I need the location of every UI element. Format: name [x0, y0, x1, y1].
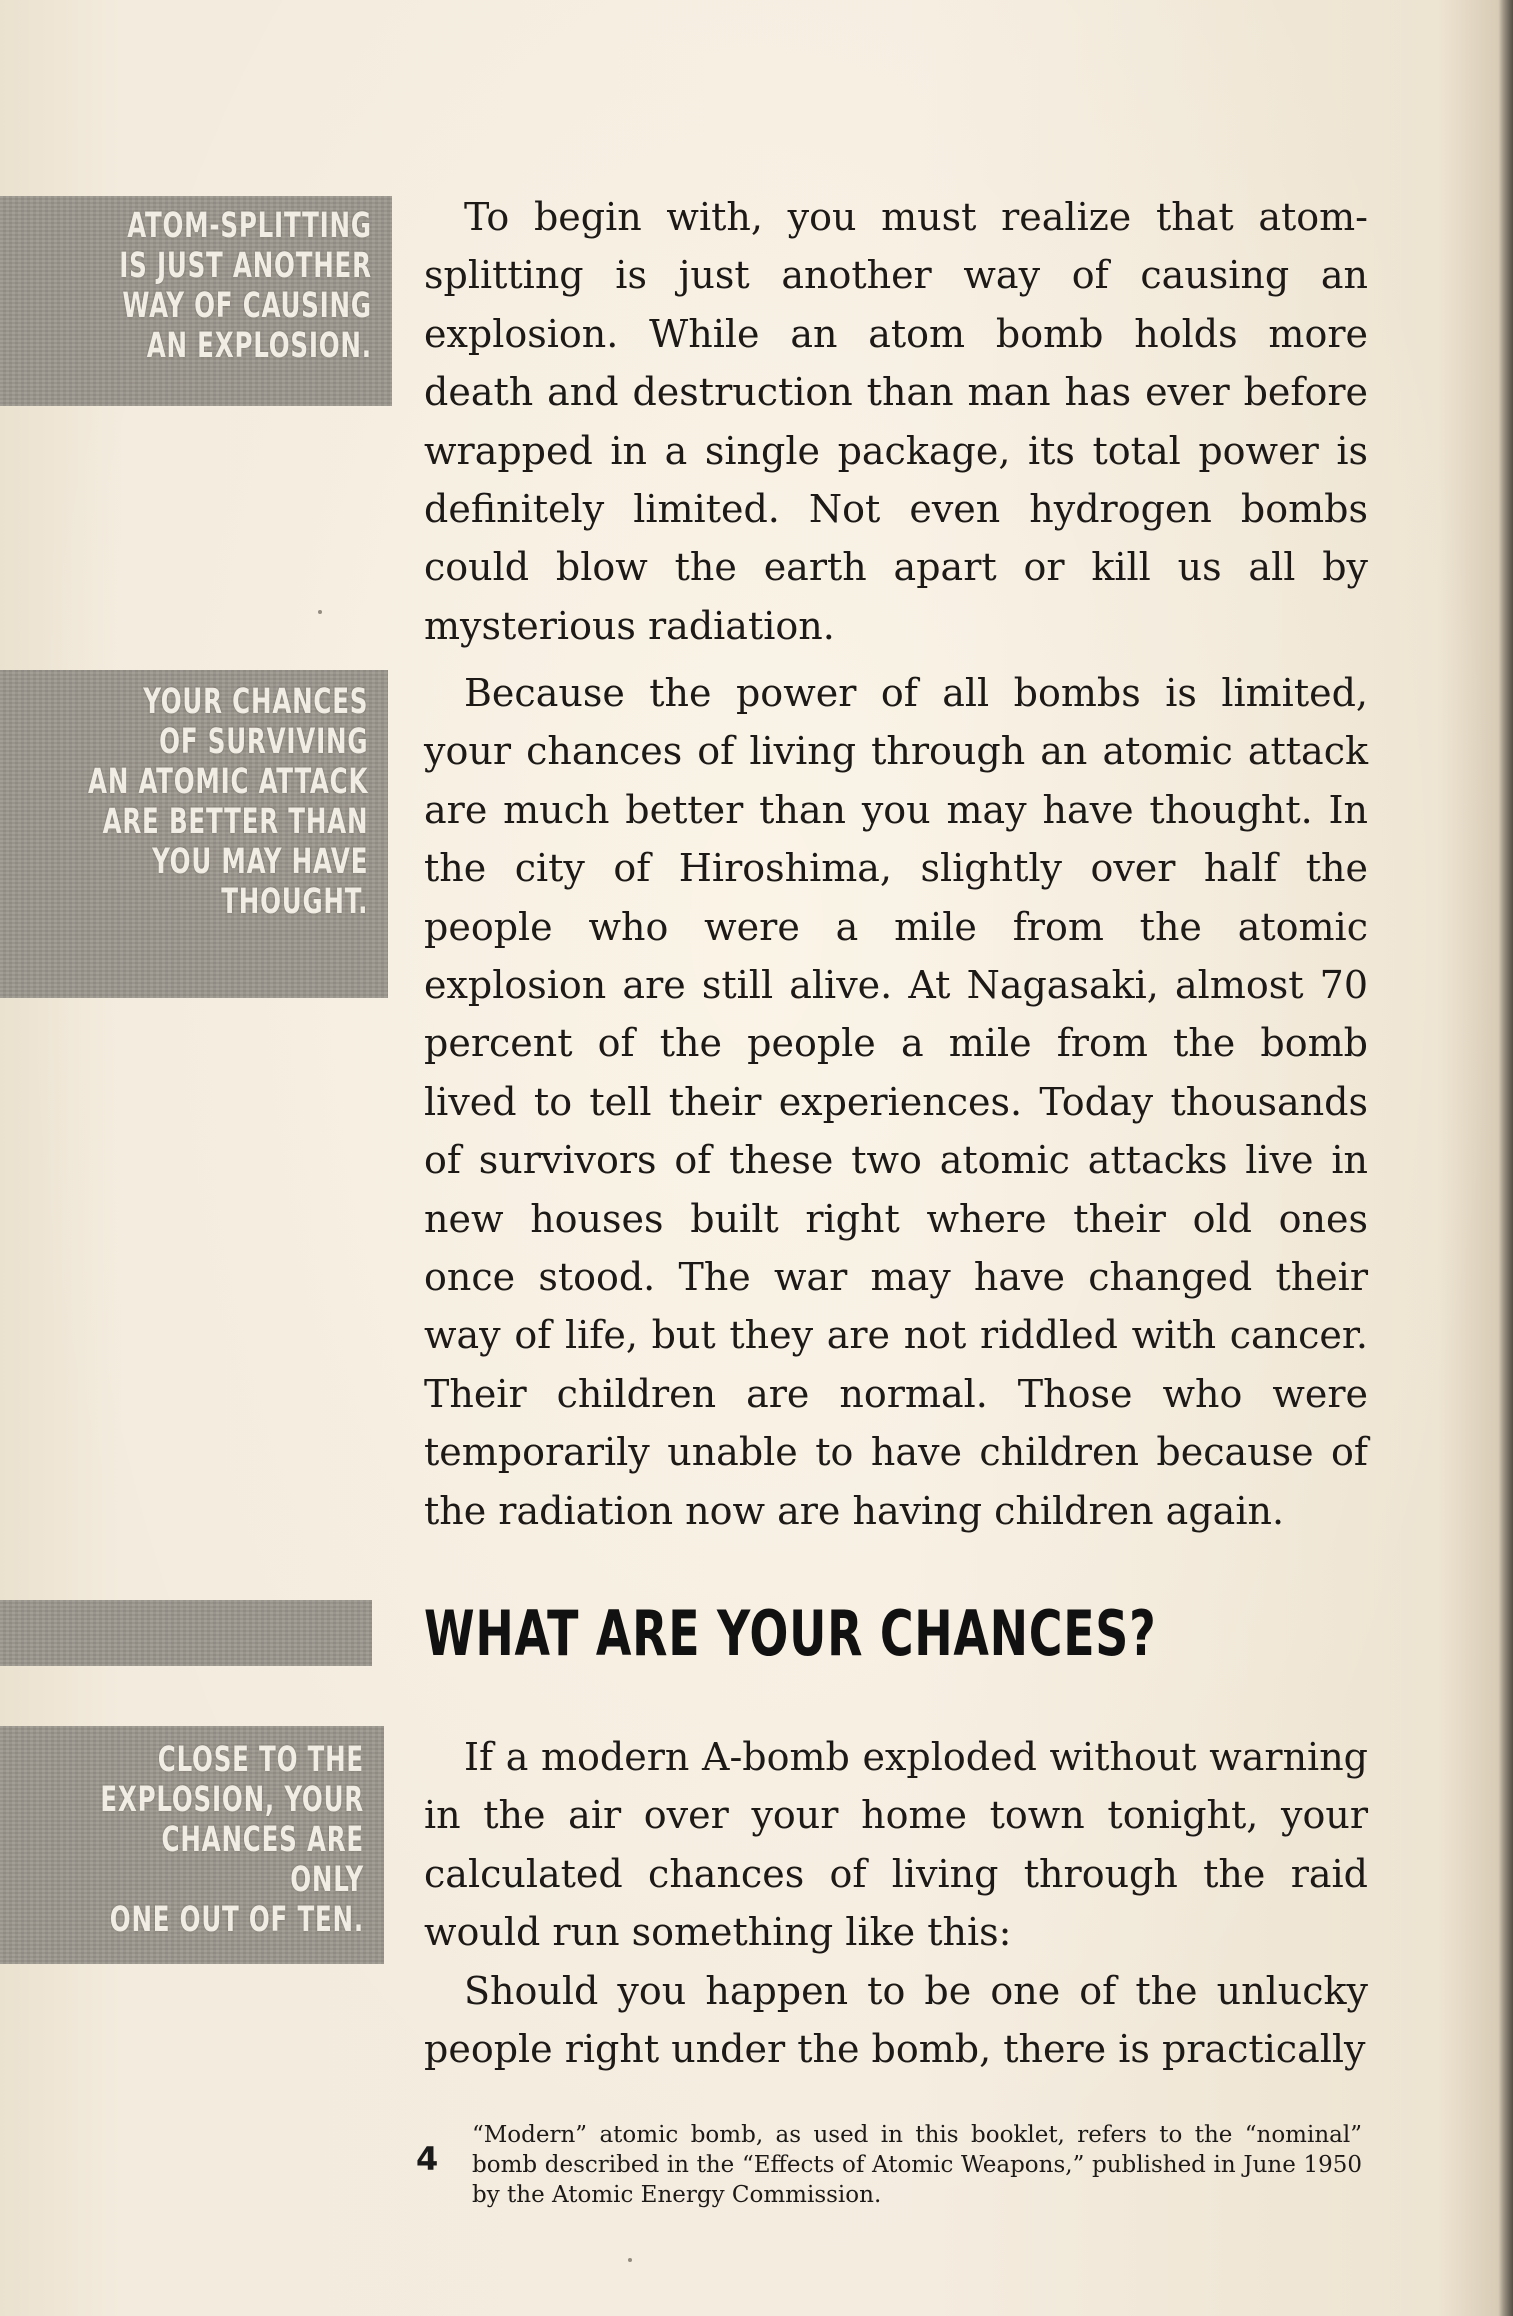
- body-paragraph-4: Should you happen to be one of the unlucky people right under the bomb, there is practically: [424, 1969, 1368, 2072]
- paper-speck: [318, 610, 322, 614]
- page-edge-shadow: [1499, 0, 1513, 2316]
- body-paragraph-1: To begin with, you must realize that atom-splitting is just another way of causing an explosion. While an atom bomb holds more death and destruction than man has ever before wrapped in a single package, its total power is definitely limited. Not even hydrogen bombs could blow the earth apart or kill us all by mysterious radiation.: [424, 195, 1368, 648]
- heading-side-bar: [0, 1600, 372, 1666]
- sidebar-note-close-to-explosion: [0, 1726, 384, 1964]
- body-paragraph-2: Because the power of all bombs is limited, your chances of living through an atomic attack are much better than you may have thought. In the city of Hiroshima, slightly over half the people who were a mile from the atomic explosion are still alive. At Nagasaki, almost 70 percent of the people a mile from the bomb lived to tell their experiences. Today thousands of survivors of these two atomic attacks live in new houses built right where their old ones once stood. The war may have changed their way of life, but they are not riddled with cancer. Their children are normal. Those who were temporarily unable to have children because of the radiation now are having children again.: [424, 671, 1368, 1533]
- paper-speck: [628, 2258, 632, 2262]
- page-number: 4: [416, 2140, 439, 2178]
- sidebar-note-text: CLOSE TO THE EXPLOSION, YOUR CHANCES ARE ONLY ONE OUT OF TEN.: [100, 1740, 364, 1940]
- sidebar-note-text: YOUR CHANCES OF SURVIVING AN ATOMIC ATTACK ARE BETTER THAN YOU MAY HAVE THOUGHT.: [87, 682, 368, 922]
- sidebar-note-text: ATOM-SPLITTING IS JUST ANOTHER WAY OF CAUSING AN EXPLOSION.: [119, 206, 372, 366]
- body-paragraph-3: If a modern A-bomb exploded without warning in the air over your home town tonight, your calculated chances of living through the raid would run something like this:: [424, 1735, 1368, 1955]
- sidebar-note-your-chances: [0, 670, 388, 998]
- section-heading: WHAT ARE YOUR CHANCES?: [424, 1597, 1157, 1670]
- footnote: “Modern” atomic bomb, as used in this booklet, refers to the “nominal” bomb described in the “Effects of Atomic Weapons,” published in June 1950 by the Atomic Energy Commission.: [472, 2122, 1362, 2208]
- sidebar-note-atom-splitting: [0, 196, 392, 406]
